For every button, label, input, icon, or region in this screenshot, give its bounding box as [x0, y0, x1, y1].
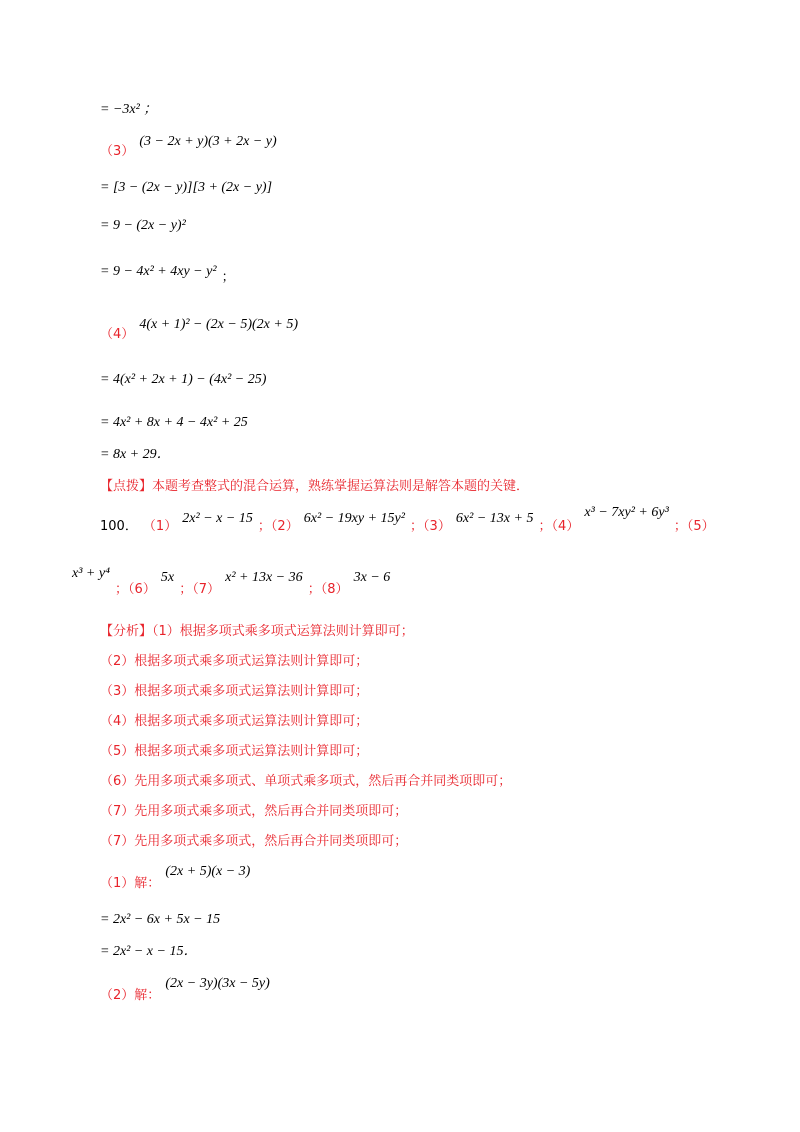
step-line: = 8x + 29．: [100, 447, 171, 462]
tip-text: 【点拨】本题考查整式的混合运算，熟练掌握运算法则是解答本题的关键．: [100, 479, 530, 494]
solution-2-header: [100, 972, 270, 1003]
problem-expression: (3 − 2x + y)(3 + 2x − y): [139, 134, 277, 149]
problem-expression: 4(x + 1)² − (2x − 5)(2x + 5): [139, 317, 298, 332]
problem-4-header: [100, 313, 298, 342]
problem-tag: （3）: [100, 144, 135, 159]
solution-1-header: [100, 860, 251, 891]
analysis-line: （2）根据多项式乘多项式运算法则计算即可；: [100, 654, 369, 669]
answer-expression: x³ − 7xy² + 6y³: [584, 505, 669, 520]
step-line: = 4x² + 8x + 4 − 4x² + 25: [100, 415, 248, 430]
problem-3-header: [100, 130, 277, 159]
answer-100-line1: $_{100.}$ $_{(1)}$ 2x² − x − 15 $_{;(2)}$ 6x² − 19xy + 15y² $_{;(3)}$ 6x² − 13x + 5 $_{;(4)}$ x³ − 7xy² + 6y³ $_{;(5)}$: [100, 505, 715, 534]
analysis-line: 【分析】（1）根据多项式乘多项式运算法则计算即可；: [100, 624, 414, 639]
step-line: = 9 − (2x − y)²: [100, 218, 186, 233]
analysis-line: （4）根据多项式乘多项式运算法则计算即可；: [100, 714, 369, 729]
question-number: 100．: [100, 519, 138, 534]
step-line: = [3 − (2x − y)][3 + (2x − y)]: [100, 180, 273, 195]
step-line: = 4(x² + 2x + 1) − (4x² − 25): [100, 372, 267, 387]
answer-expression: x² + 13x − 36: [225, 570, 303, 585]
answer-expression: 6x² − 19xy + 15y²: [303, 511, 405, 526]
answer-expression: 6x² − 13x + 5: [455, 511, 534, 526]
step-line: = −3x² ；: [100, 102, 158, 117]
solution-expression: (2x − 3y)(3x − 5y): [165, 976, 270, 991]
analysis-line: （7）先用多项式乘多项式，然后再合并同类项即可；: [100, 834, 408, 849]
answer-100-line2: x³ + y⁴ $_{;(6)}$ 5x $_{;(7)}$ x² + 13x − 36 $_{;(8)}$ 3x − 6: [72, 566, 391, 597]
answer-expression: x³ + y⁴: [72, 566, 110, 581]
step-line: = 2x² − 6x + 5x − 15: [100, 912, 221, 927]
answer-expression: 2x² − x − 15: [182, 511, 253, 526]
problem-tag: （4）: [100, 327, 135, 342]
solution-tag: （2）解：: [100, 988, 161, 1003]
step-line: = 2x² − x − 15．: [100, 944, 198, 959]
solution-expression: (2x + 5)(x − 3): [165, 864, 251, 879]
answer-expression: 5x: [160, 570, 175, 585]
answer-expression: 3x − 6: [353, 570, 391, 585]
analysis-line: （5）根据多项式乘多项式运算法则计算即可；: [100, 744, 369, 759]
step-line: = 9 − 4x² + 4xy − y² $_;$: [100, 264, 235, 285]
solution-tag: （1）解：: [100, 876, 161, 891]
analysis-line: （3）根据多项式乘多项式运算法则计算即可；: [100, 684, 369, 699]
analysis-line: （6）先用多项式乘多项式、单项式乘多项式，然后再合并同类项即可；: [100, 774, 512, 789]
analysis-line: （7）先用多项式乘多项式，然后再合并同类项即可；: [100, 804, 408, 819]
